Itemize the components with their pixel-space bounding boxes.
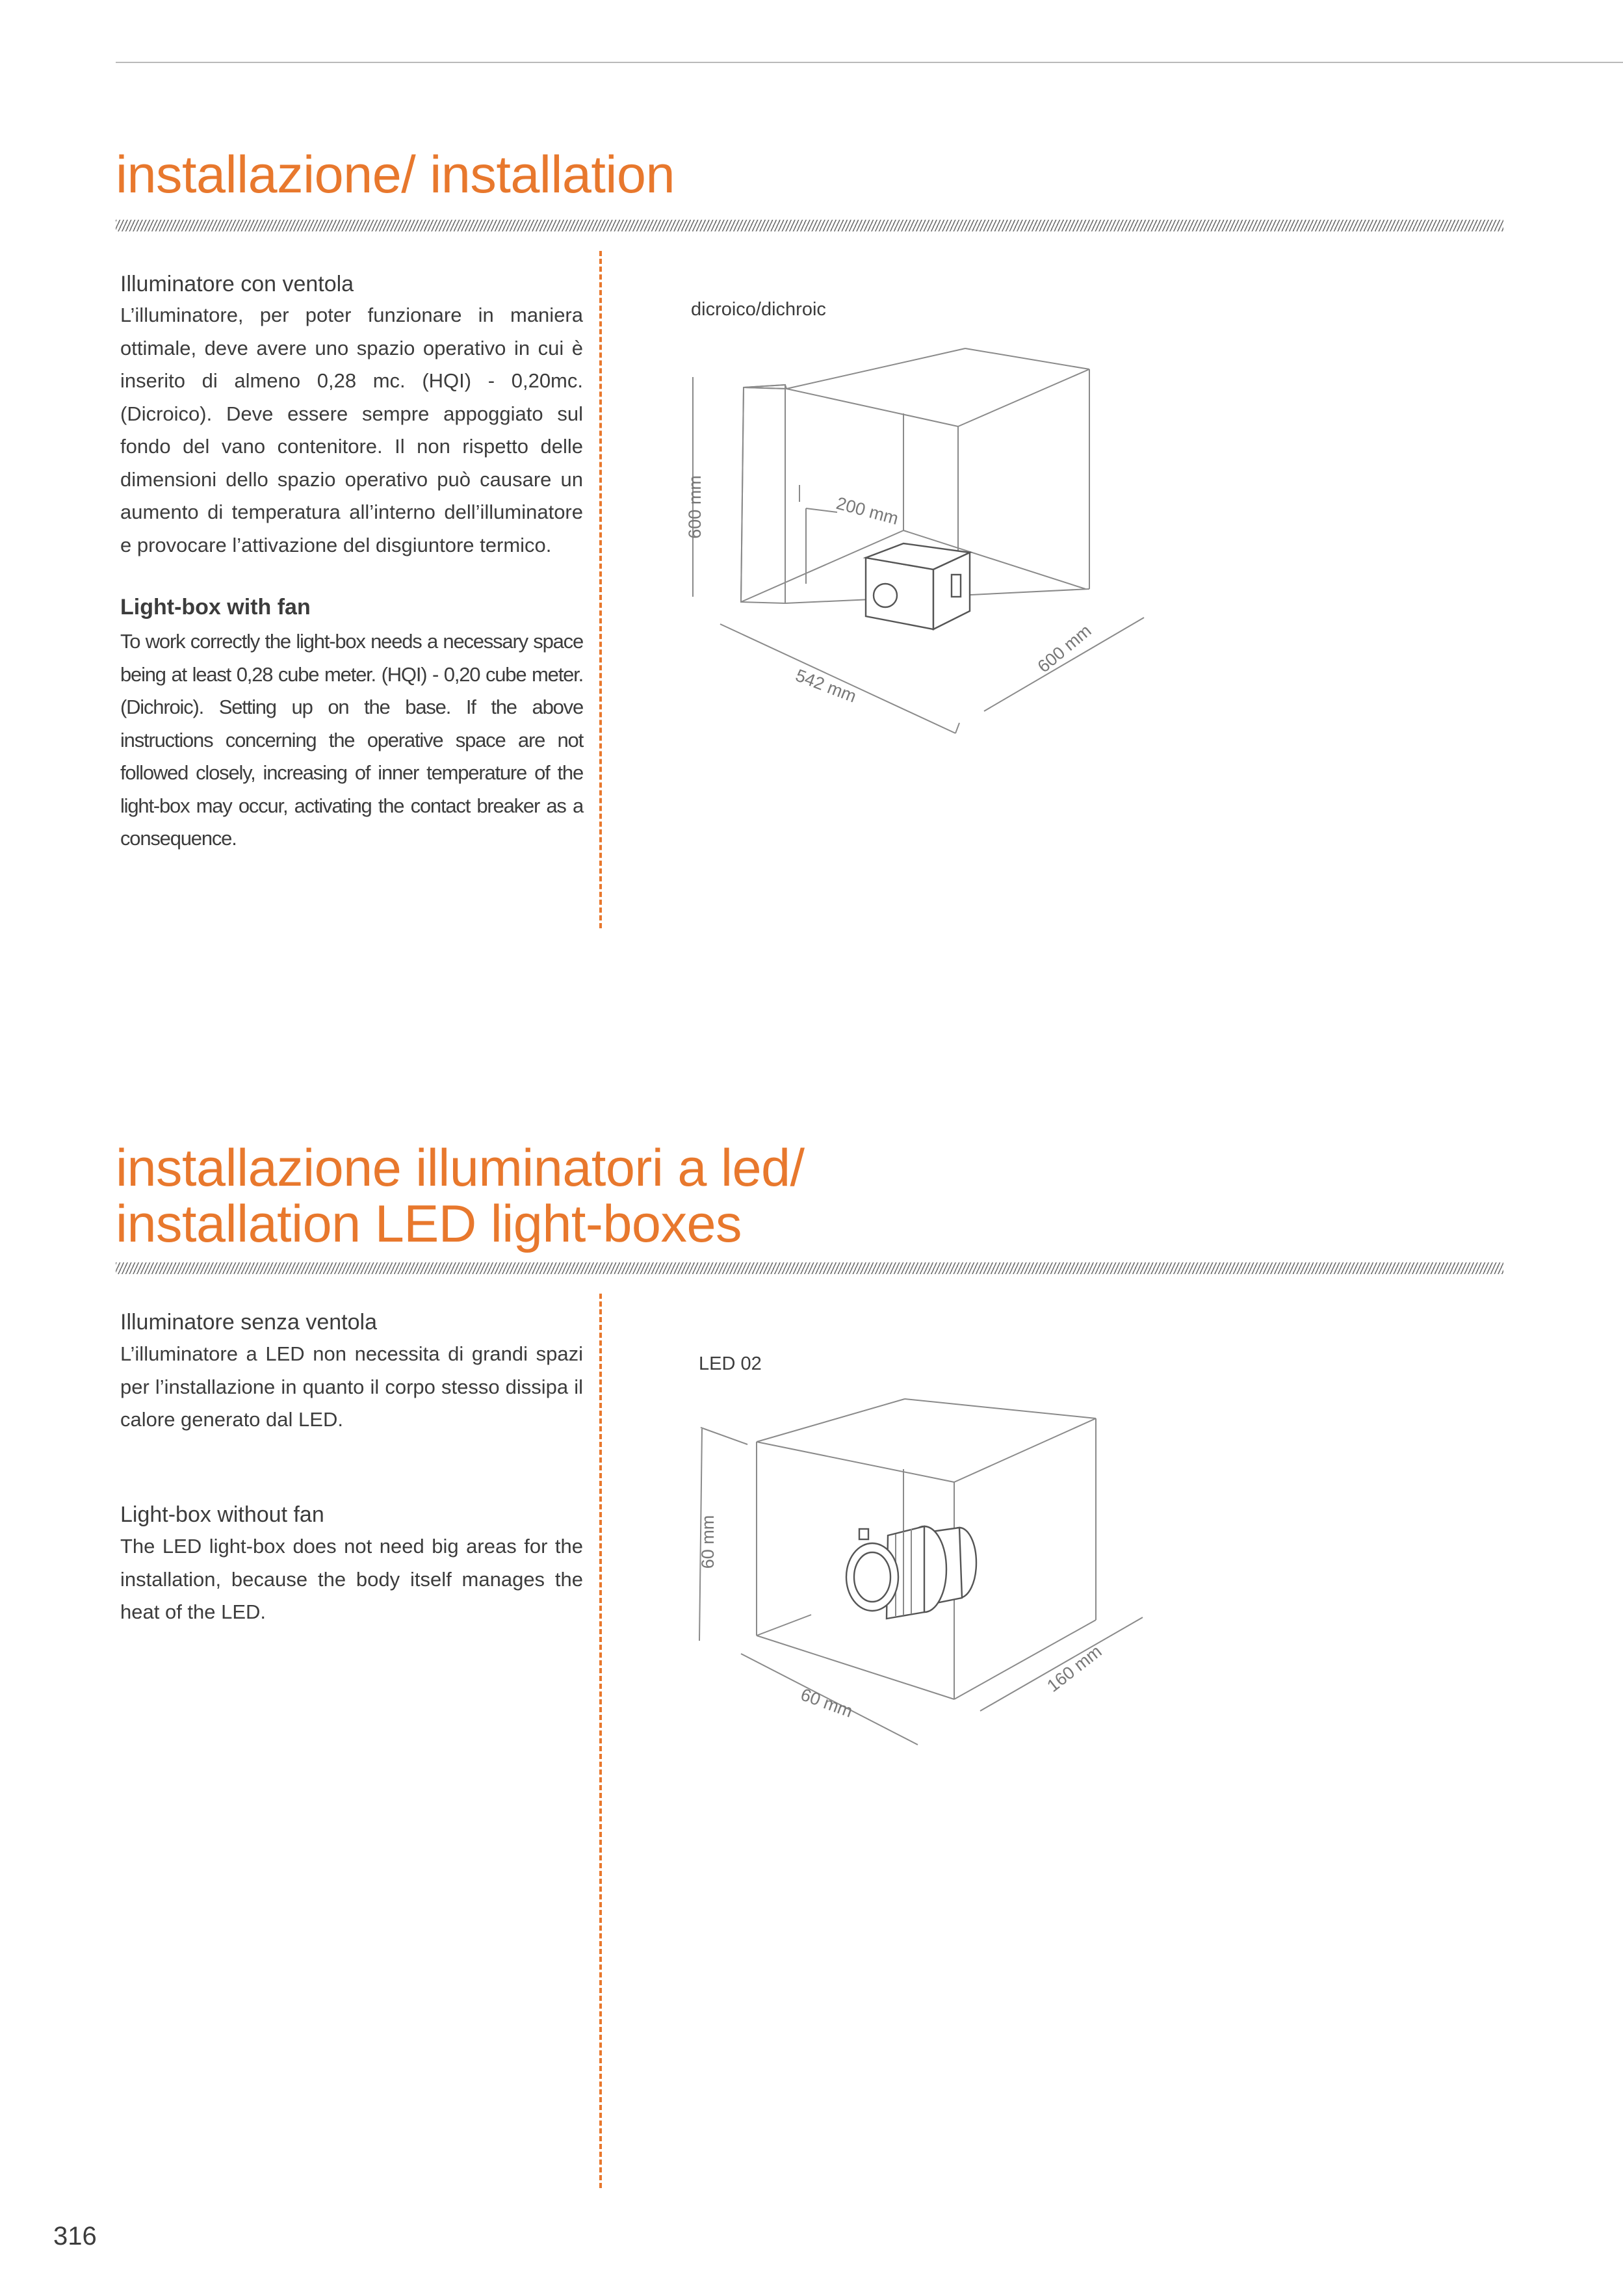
section1-dim-width: 542 mm xyxy=(792,665,859,707)
section1-hatch-rule xyxy=(116,220,1503,231)
section1-column-divider xyxy=(599,251,602,928)
box-top-side-edge xyxy=(958,369,1089,426)
section2-title-line2: installation LED light-boxes xyxy=(116,1195,742,1253)
section1-en-heading: Light-box with fan xyxy=(120,595,311,620)
section2-dim-height: 60 mm xyxy=(698,1515,718,1569)
box-back-floor-edge xyxy=(757,1615,811,1636)
width-dimension-line xyxy=(720,624,955,733)
top-rule xyxy=(116,62,1623,63)
section2-hatch-rule xyxy=(116,1262,1503,1274)
section2-en-body: The LED light-box does not need big areas for the installation, because the body itself manages the heat of the LED. xyxy=(120,1535,583,1623)
section1-it-heading: Illuminatore con ventola xyxy=(120,272,354,296)
depth-dimension-line xyxy=(984,618,1144,711)
section1-en-body: To work correctly the light-box needs a necessary space being at least 0,28 cube meter. (HQI) - 0,20 cube meter. (Dichroic). Setting up on the base. If the above instructions concerning the operative space are not followed closely, increasing of inner temperature of the light-box may occur, activating the contact breaker as a consequence. xyxy=(120,630,583,850)
section2-diagram-label: LED 02 xyxy=(699,1353,762,1374)
section1-dim-inner: 200 mm xyxy=(834,493,901,529)
led-lens xyxy=(854,1552,890,1602)
inner-partition-top xyxy=(806,508,837,512)
section1-diagram-label: dicroico/dichroic xyxy=(691,299,826,320)
box-top-left-ext xyxy=(701,1428,747,1444)
page-number: 316 xyxy=(53,2222,97,2250)
section2-dim-depth: 160 mm xyxy=(1043,1641,1106,1696)
box-bottom-side-edge xyxy=(958,589,1089,595)
section2-title-line1: installazione illuminatori a led/ xyxy=(116,1139,805,1197)
section2-dim-width: 60 mm xyxy=(798,1684,855,1721)
section1-title: installazione/ installation xyxy=(116,146,675,204)
lamp-lens xyxy=(874,584,897,607)
box-bottom-front-edge xyxy=(757,1636,954,1699)
box-left-face xyxy=(741,385,785,603)
depth-dimension-line xyxy=(980,1617,1143,1711)
box-top-front-edge xyxy=(786,389,958,426)
section2-column-divider xyxy=(599,1294,602,2188)
width-dimension-tick xyxy=(955,723,959,733)
section2-it-body: L’illuminatore a LED non necessita di grandi spazi per l’installazione in quanto il corpo stesso dissipa il calore generato dal LED. xyxy=(120,1342,583,1431)
section1-box-diagram xyxy=(676,338,1170,741)
section1-dim-depth: 600 mm xyxy=(1033,620,1095,677)
lamp-fan-grille xyxy=(952,575,961,597)
led-screw xyxy=(859,1529,868,1539)
section2-en-heading: Light-box without fan xyxy=(120,1502,324,1527)
box-top-side-edge xyxy=(954,1418,1096,1482)
section1-dim-height: 600 mm xyxy=(685,475,705,539)
box-top-left xyxy=(744,387,786,389)
section2-it-heading: Illuminatore senza ventola xyxy=(120,1310,378,1335)
box-top-back-edge xyxy=(757,1399,905,1442)
box-top-back-edge xyxy=(786,348,965,389)
box-top-right-edge xyxy=(965,348,1089,369)
box-top-front-edge xyxy=(757,1442,954,1482)
section2-box-diagram xyxy=(689,1391,1183,1768)
box-top-right-edge xyxy=(905,1399,1096,1418)
section1-it-body: L’illuminatore, per poter funzionare in maniera ottimale, deve avere uno spazio operativo in cui è inserito di almeno 0,28 mc. (HQI) - 0,20mc. (Dicroico). Deve essere sempre appoggiato sul fondo del vano contenitore. Il non rispetto delle dimensioni dello spazio operativo può causare un aumento di temperatura all’interno dell’illuminatore e provocare l’attivazione del disgiuntore termico. xyxy=(120,304,583,556)
